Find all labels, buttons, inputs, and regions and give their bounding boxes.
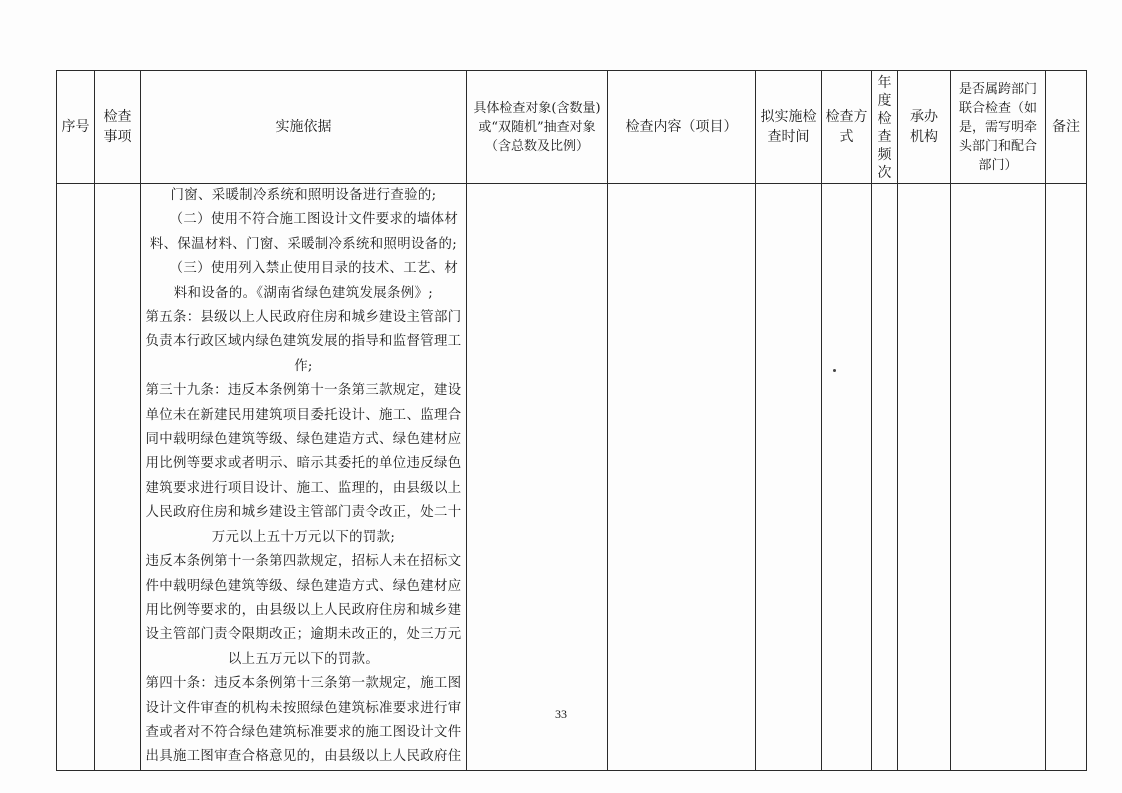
- cell-object: [467, 184, 608, 771]
- cell-joint: [951, 184, 1046, 771]
- cell-method: [822, 184, 872, 771]
- header-org: [898, 71, 951, 184]
- basis-line: 作;: [294, 358, 313, 374]
- cell-note: [1046, 184, 1087, 771]
- header-item: [95, 71, 141, 184]
- cell-org: [898, 184, 951, 771]
- basis-line: 万元以上五十万元以下的罚款;: [211, 529, 396, 545]
- basis-line: 第四十条：违反本条例第十三条第一款规定，施工图: [145, 676, 462, 692]
- cell-freq: [872, 184, 898, 771]
- header-org-text: 承办机构: [910, 109, 938, 145]
- header-method-text: 检查方式: [825, 109, 868, 145]
- basis-line: 门窗、采暖制冷系统和照明设备进行查验的;: [170, 188, 437, 203]
- header-object: [467, 71, 608, 184]
- cell-seq: [57, 184, 95, 771]
- header-object-text: 具体检查对象(含数量)或“双随机”抽查对象（含总数及比例）: [473, 100, 601, 154]
- header-seq: 序号: [57, 71, 95, 184]
- basis-line: 料、保温材料、门窗、采暖制冷系统和照明设备的;: [149, 236, 458, 252]
- basis-line: （二）使用不符合施工图设计文件要求的墙体材: [148, 212, 459, 228]
- basis-line: 同中载明绿色建筑等级、绿色建造方式、绿色建材应: [145, 432, 462, 448]
- header-freq-text: 年度检查频次: [877, 75, 892, 181]
- basis-line: 第五条：县级以上人民政府住房和城乡建设主管部门: [145, 310, 462, 326]
- basis-line: 人民政府住房和城乡建设主管部门责令改正，处二十: [145, 505, 462, 521]
- basis-line: 设主管部门责令限期改正；逾期未改正的，处三万元: [145, 627, 462, 643]
- page-number: 33: [555, 707, 567, 721]
- basis-line: 负责本行政区域内绿色建筑发展的指导和监督管理工: [145, 334, 462, 350]
- basis-line: 件中载明绿色建筑等级、绿色建造方式、绿色建材应: [145, 578, 462, 594]
- header-freq: [872, 71, 898, 184]
- inspection-table: [56, 70, 1087, 771]
- cell-content: [608, 184, 756, 771]
- header-joint: [951, 71, 1046, 184]
- header-item-text: 检查事项: [103, 109, 132, 145]
- basis-line: 第三十九条：违反本条例第十一条第三款规定，建设: [145, 383, 462, 399]
- basis-line: 违反本条例第十一条第四款规定，招标人未在招标文: [145, 554, 462, 570]
- header-method: [822, 71, 872, 184]
- header-note: 备注: [1046, 71, 1087, 184]
- basis-line: 查或者对不符合绿色建筑标准要求的施工图设计文件: [145, 724, 462, 740]
- table-row: [57, 184, 1087, 771]
- header-joint-text: 是否属跨部门联合检查（如是，需写明牵头部门和配合部门）: [958, 81, 1037, 173]
- header-basis: 实施依据: [141, 71, 467, 184]
- cell-basis: [141, 184, 467, 771]
- header-time-text: 拟实施检查时间: [760, 109, 817, 145]
- basis-line: 建筑要求进行项目设计、施工、监理的，由县级以上: [145, 480, 462, 496]
- basis-line: 以上五万元以下的罚款。: [227, 651, 380, 667]
- basis-line: 单位未在新建民用建筑项目委托设计、施工、监理合: [145, 407, 462, 423]
- header-content: 检查内容（项目）: [608, 71, 756, 184]
- stray-mark: [833, 369, 836, 372]
- cell-time: [756, 184, 822, 771]
- basis-line: 用比例等要求或者明示、暗示其委托的单位违反绿色: [145, 456, 462, 472]
- cell-item: [95, 184, 141, 771]
- table-header-row: [57, 71, 1087, 184]
- basis-line: （三）使用列入禁止使用目录的技术、工艺、材: [148, 261, 459, 277]
- basis-line: 出具施工图审查合格意见的，由县级以上人民政府住: [145, 749, 462, 765]
- basis-line: 用比例等要求的，由县级以上人民政府住房和城乡建: [145, 602, 462, 618]
- header-time: [756, 71, 822, 184]
- basis-line: 设计文件审查的机构未按照绿色建筑标准要求进行审: [145, 700, 462, 716]
- basis-line: 料和设备的。《湖南省绿色建筑发展条例》;: [173, 285, 434, 301]
